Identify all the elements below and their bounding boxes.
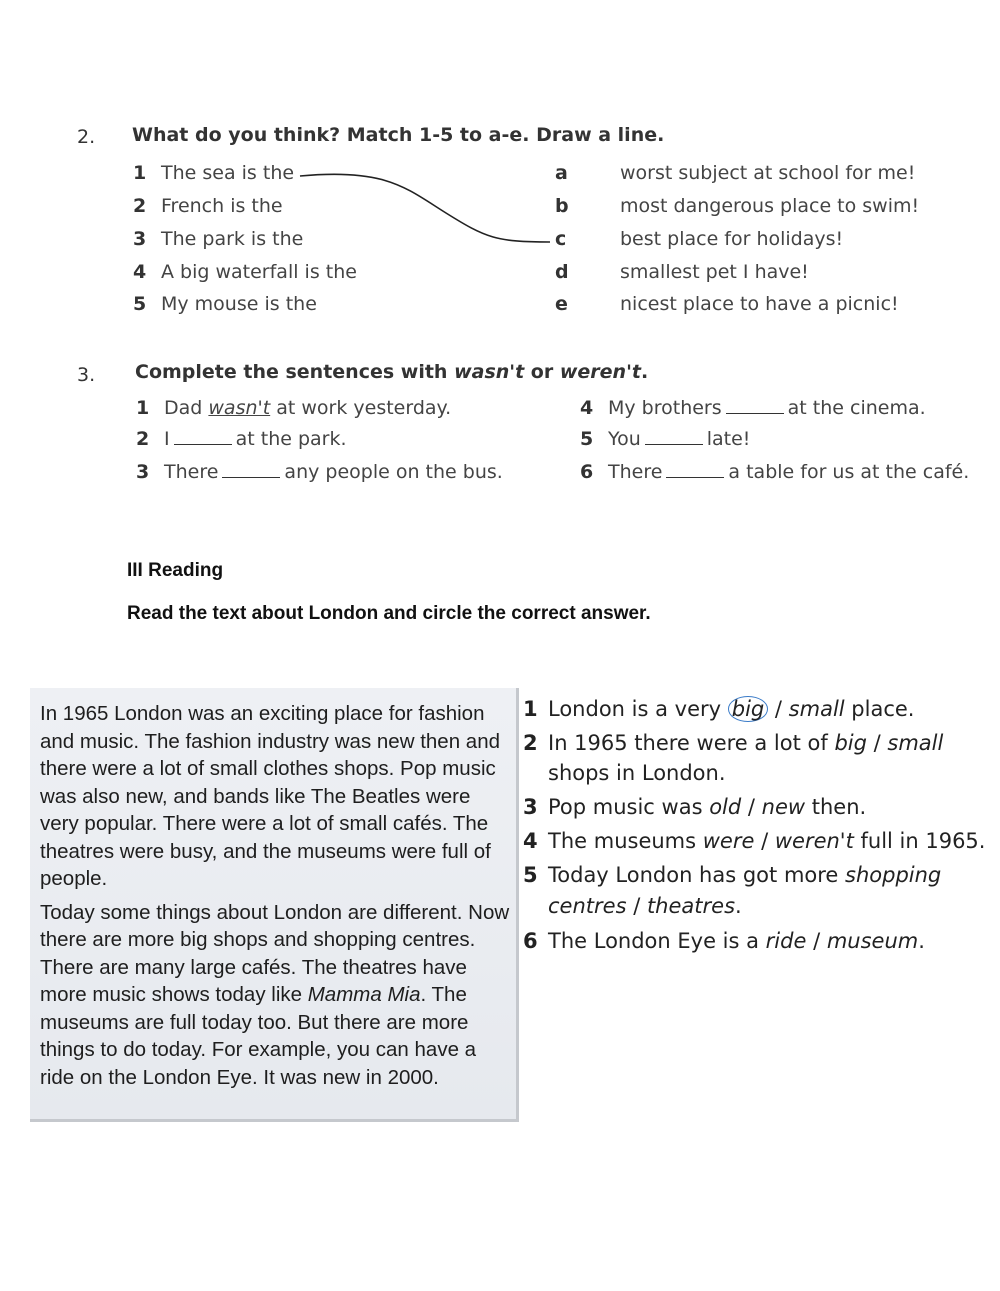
ex3-item-3: 3 There any people on the bus. [136, 461, 503, 483]
match-left-3 [133, 228, 303, 250]
exercise-3-number: 3. [77, 364, 96, 386]
option[interactable]: were [702, 829, 755, 853]
question-6: 6 The London Eye is a ride / museum. [523, 929, 925, 953]
example-answer: wasn't [208, 397, 271, 419]
item-number: 1 [133, 162, 147, 184]
reading-passage [30, 688, 519, 1122]
option[interactable]: big [834, 731, 867, 755]
match-left-4 [133, 261, 357, 283]
question-2: 2 In 1965 there were a lot of big / small [523, 731, 944, 755]
answer-blank[interactable] [666, 461, 724, 478]
answer-blank[interactable] [174, 428, 232, 445]
option[interactable]: museum [826, 929, 919, 953]
match-left-5 [133, 293, 317, 315]
match-right-b: most dangerous place to swim! [620, 195, 920, 217]
ex3-item-1: 1 Dad wasn't at work yesterday. [136, 397, 452, 419]
option[interactable]: weren't [774, 829, 854, 853]
match-left-1 [133, 162, 294, 184]
ex3-item-2: 2 I at the park. [136, 428, 347, 450]
ex3-item-6: 6 There a table for us at the café. [580, 461, 970, 483]
match-right-a: worst subject at school for me! [620, 162, 916, 184]
exercise-2-number: 2. [77, 126, 96, 148]
passage-paragraph-2: Today some things about London are different. Now there are more big shops and shopping centres. There are many large cafés. The theatres have more music shows today like Mamma Mia. The museums are full today too. But there are more things to do today. For example, you can have a ride on the London Eye. It was new in 2000. [40, 900, 510, 1089]
item-text: French is the [161, 195, 283, 217]
item-text: A big waterfall is the [161, 261, 357, 283]
match-letter-b: b [555, 195, 569, 217]
option[interactable]: new [761, 795, 806, 819]
item-text: My mouse is the [161, 293, 317, 315]
match-letter-c: c [555, 228, 567, 250]
answer-blank[interactable] [726, 397, 784, 414]
reading-heading: III Reading [127, 560, 224, 581]
option[interactable]: small [887, 731, 944, 755]
item-number: 5 [133, 293, 147, 315]
match-right-d: smallest pet I have! [620, 261, 809, 283]
question-2-line-2: shops in London. [548, 761, 726, 785]
ex3-item-4: 4 My brothers at the cinema. [580, 397, 926, 419]
option[interactable]: small [788, 697, 845, 721]
question-1: 1 London is a very big / small place. [523, 697, 915, 721]
item-text: The sea is the [161, 162, 295, 184]
example-match-line [296, 168, 556, 248]
question-5: 5 Today London has got more shopping [523, 863, 942, 887]
match-letter-a: a [555, 162, 568, 184]
match-letter-d: d [555, 261, 569, 283]
question-4: 4 The museums were / weren't full in 1965. [523, 829, 986, 853]
option[interactable]: centres [548, 894, 627, 918]
option[interactable]: old [709, 795, 742, 819]
match-right-e: nicest place to have a picnic! [620, 293, 899, 315]
answer-blank[interactable] [222, 461, 280, 478]
option[interactable]: ride [765, 929, 807, 953]
exercise-2-title: What do you think? Match 1-5 to a-e. Draw a line. [132, 124, 665, 146]
reading-instruction: Read the text about London and circle the correct answer. [127, 603, 651, 624]
match-letter-e: e [555, 293, 568, 315]
option[interactable]: shopping [845, 863, 942, 887]
match-right-c: best place for holidays! [620, 228, 844, 250]
item-number: 4 [133, 261, 147, 283]
circled-answer[interactable]: big [728, 696, 769, 722]
item-number: 3 [133, 228, 147, 250]
answer-blank[interactable] [645, 428, 703, 445]
question-5-line-2: centres / theatres. [548, 894, 742, 918]
ex3-item-5: 5 You late! [580, 428, 751, 450]
option[interactable]: theatres [646, 894, 736, 918]
question-3: 3 Pop music was old / new then. [523, 795, 867, 819]
exercise-3-title: Complete the sentences with wasn't or weren't. [135, 361, 649, 383]
passage-paragraph-1: In 1965 London was an exciting place for fashion and music. The fashion industry was new then and there were a lot of small clothes shops. Pop music was also new, and bands like The Beatles were very popular. There were a lot of small cafés. The theatres were busy, and the museums were full of people. [40, 702, 500, 890]
item-text: The park is the [161, 228, 304, 250]
match-left-2 [133, 195, 283, 217]
item-number: 2 [133, 195, 147, 217]
